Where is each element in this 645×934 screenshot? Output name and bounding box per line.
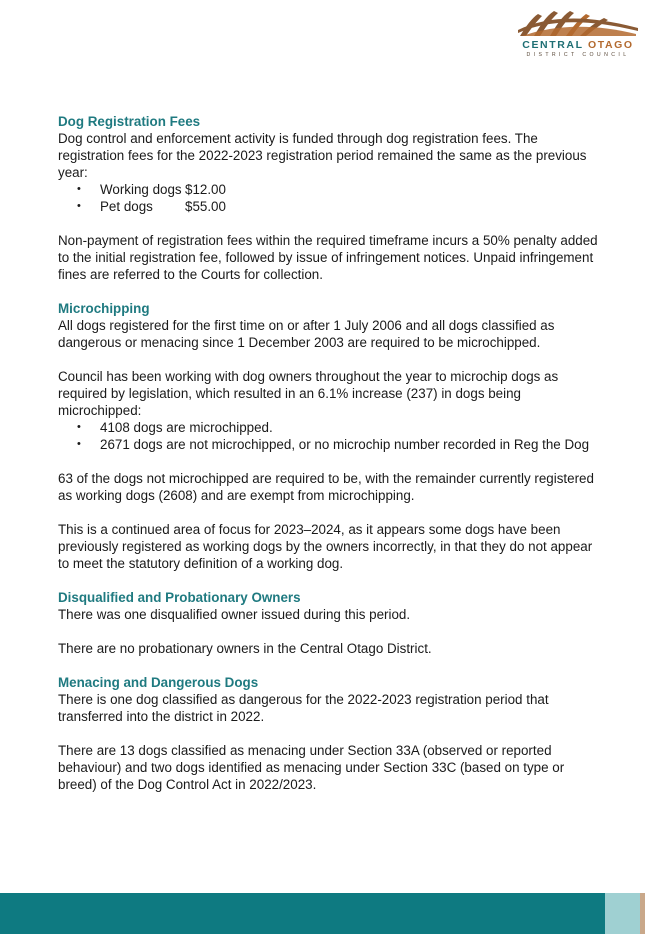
fee-amount: $55.00 <box>185 199 226 214</box>
disqualified-heading: Disqualified and Probationary Owners <box>58 590 301 605</box>
list-item-text: 4108 dogs are microchipped. <box>100 420 273 435</box>
bullet-icon: • <box>77 421 81 433</box>
bullet-icon: • <box>77 438 81 450</box>
menacing-heading: Menacing and Dangerous Dogs <box>58 675 259 690</box>
disqualified-p1: There was one disqualified owner issued during this period. <box>58 607 411 622</box>
microchipping-heading: Microchipping <box>58 301 150 316</box>
registration-penalty: Non-payment of registration fees within the required timeframe incurs a 50% penalty added to the initial registration fee, followed by issue of infringement notices. Unpaid infringement fines are referred to the Courts for collection. <box>58 233 598 282</box>
footer-bar <box>0 893 605 934</box>
microchip-list <box>58 419 598 453</box>
footer-accent-tan <box>640 893 645 934</box>
menacing-p2: There are 13 dogs classified as menacing under Section 33A (observed or reported behaviour) and two dogs identified as menacing under Section 33C (based on type or breed) of the Dog Control Act in 2022/2023. <box>58 743 565 792</box>
list-item-text: 2671 dogs are not microchipped, or no microchip number recorded in Reg the Dog <box>100 437 590 452</box>
bullet-icon: • <box>77 183 81 195</box>
footer-accent-light <box>605 893 640 934</box>
logo-wordmark <box>516 39 640 51</box>
logo-word-central: CENTRAL <box>522 39 584 51</box>
menacing-p1: There is one dog classified as dangerous for the 2022-2023 registration period that transferred into the district in 2022. <box>58 692 549 724</box>
fee-list <box>58 181 598 215</box>
logo-word-otago: OTAGO <box>587 39 634 51</box>
fee-name: Working dogs <box>100 182 182 197</box>
fee-name: Pet dogs <box>100 199 153 214</box>
microchipping-p4: This is a continued area of focus for 2023–2024, as it appears some dogs have been previously registered as working dogs by the owners incorrectly, in that they do not appear to meet the statutory definition of a working dog. <box>58 522 593 571</box>
list-item <box>58 181 598 198</box>
logo-subtitle: DISTRICT COUNCIL <box>526 52 630 58</box>
microchipping-p1: All dogs registered for the first time on or after 1 July 2006 and all dogs classified as dangerous or menacing since 1 December 2003 are required to be microchipped. <box>58 318 555 350</box>
microchipping-p3: 63 of the dogs not microchipped are required to be, with the remainder currently registered as working dogs (2608) and are exempt from microchipping. <box>58 471 594 503</box>
list-item <box>58 436 598 453</box>
list-item <box>58 419 598 436</box>
bullet-icon: • <box>77 200 81 212</box>
document-body <box>58 113 598 793</box>
mountain-logo-icon <box>516 6 640 40</box>
disqualified-p2: There are no probationary owners in the Central Otago District. <box>58 641 432 656</box>
list-item <box>58 198 598 215</box>
fee-amount: $12.00 <box>185 182 226 197</box>
microchipping-p2: Council has been working with dog owners throughout the year to microchip dogs as required by legislation, which resulted in an 6.1% increase (237) in dogs being microchipped: <box>58 369 559 418</box>
registration-heading: Dog Registration Fees <box>58 114 201 129</box>
council-logo <box>516 6 640 62</box>
registration-intro: Dog control and enforcement activity is funded through dog registration fees. The registration fees for the 2022-2023 registration period remained the same as the previous year: <box>58 131 587 180</box>
